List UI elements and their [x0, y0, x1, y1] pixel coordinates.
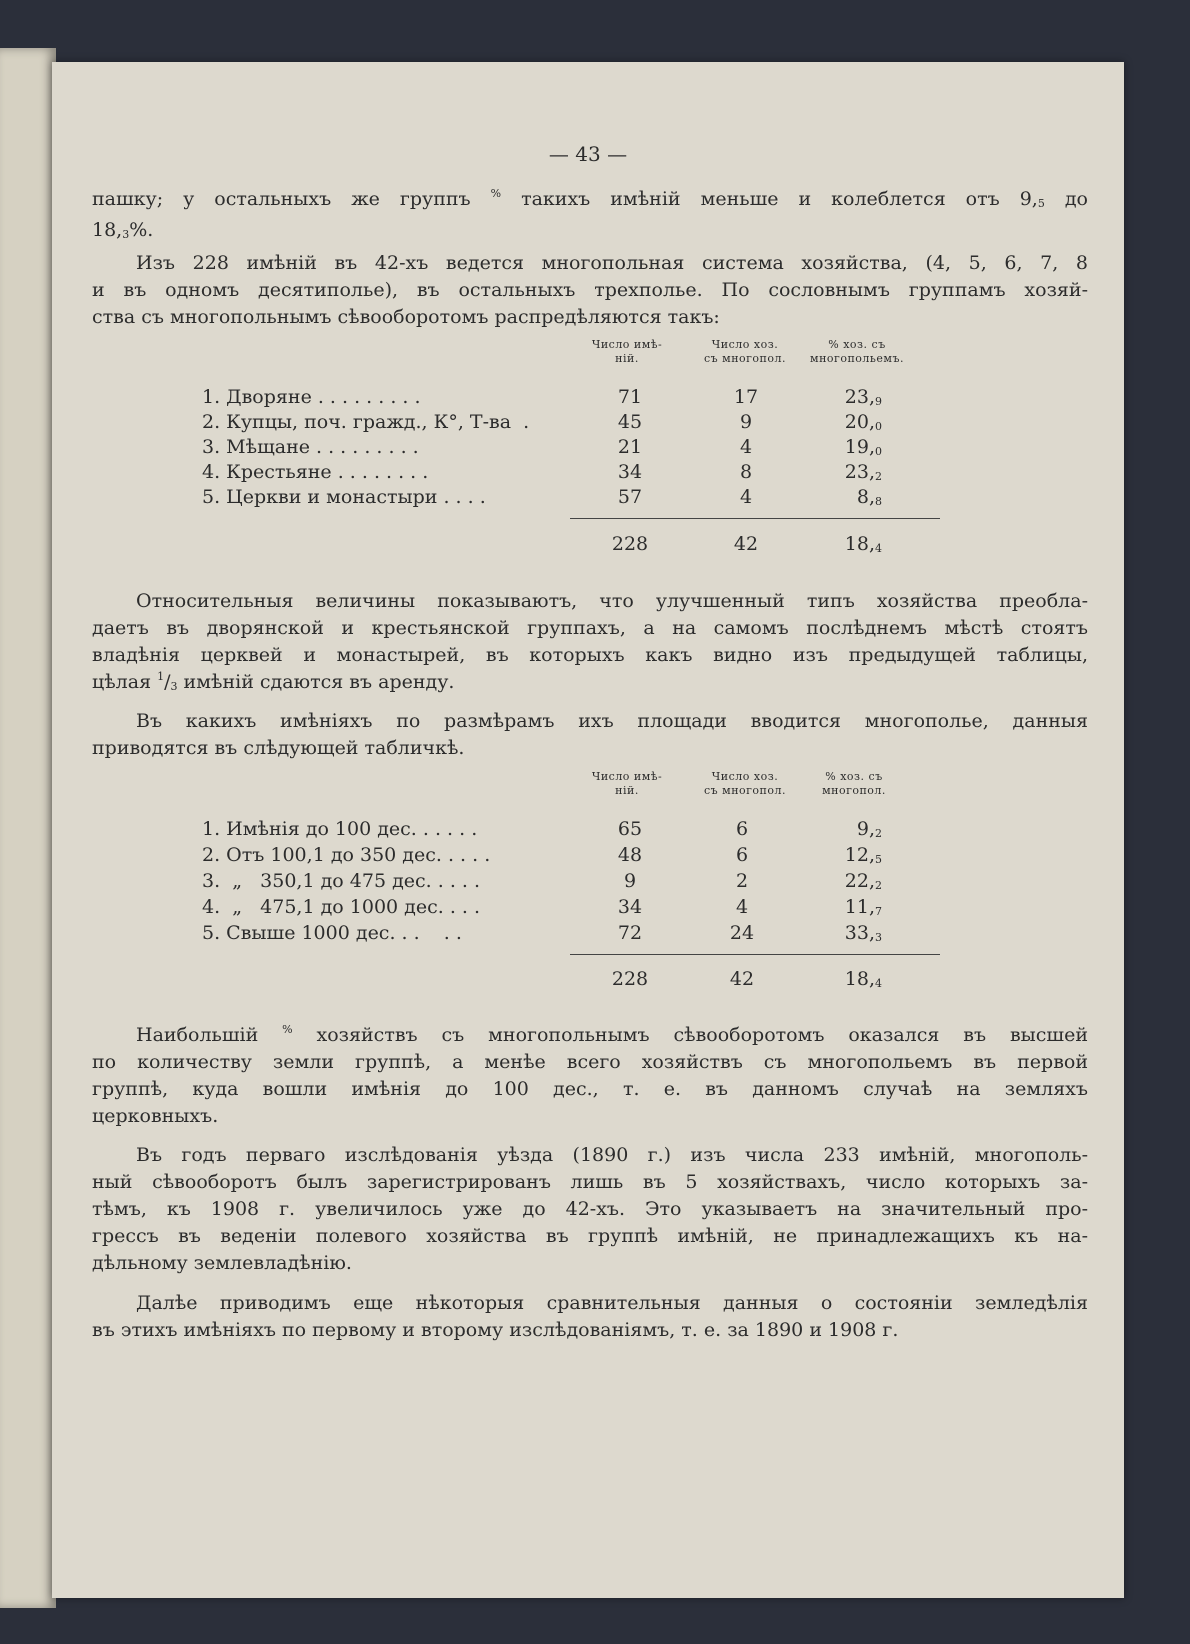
table-header: % хоз. съ многопол.	[822, 770, 886, 797]
table-header: Число имѣ- ній.	[591, 770, 663, 797]
paragraph-line: ный сѣвооборотъ былъ зарегистрированъ лишь въ 5 хозяйствахъ, число которыхъ за-	[92, 1171, 1088, 1193]
paragraph-line: Въ какихъ имѣніяхъ по размѣрамъ ихъ площади вводится многополье, данныя	[136, 710, 1088, 732]
paragraph-line: и въ одномъ десятиполье), въ остальныхъ трехполье. По сословнымъ группамъ хозяй-	[92, 279, 1088, 301]
paragraph-line: тѣмъ, къ 1908 г. увеличилось уже до 42-хъ. Это указываетъ на значительный про-	[92, 1198, 1088, 1220]
paragraph-7	[92, 1290, 1088, 1344]
paragraph-1	[92, 186, 1088, 248]
table-header: Число имѣ- ній.	[591, 338, 663, 365]
table-row: 3. Мѣщане . . . . . . . . . 21 4 $19,_0$	[202, 436, 882, 458]
paragraph-line: Относительныя величины показываютъ, что улучшенный типъ хозяйства преобла-	[136, 590, 1088, 612]
total-rule	[570, 954, 940, 955]
total-rule	[570, 518, 940, 519]
left-page-edge	[0, 48, 56, 1608]
table-total-row: 228 42 $18,_4$	[611, 968, 882, 990]
table-row: 5. Церкви и монастыри . . . . 57 4 $8,_8$	[202, 486, 882, 508]
paragraph-line: въ этихъ имѣніяхъ по первому и второму изслѣдованіямъ, т. е. за 1890 и 1908 г.	[92, 1319, 899, 1341]
paragraph-line: дѣльному землевладѣнію.	[92, 1252, 352, 1274]
table-total-row: 228 42 $18,_4$	[611, 533, 882, 555]
paragraph-4	[92, 708, 1088, 762]
table-header: Число хоз. съ многопол.	[704, 770, 786, 797]
page-number: — 43 —	[548, 142, 628, 166]
paragraph-line: цѣлая $^1/_3$ имѣній сдаются въ аренду.	[92, 670, 455, 693]
paragraph-line: даетъ въ дворянской и крестьянской группахъ, а на самомъ послѣднемъ мѣстѣ стоятъ	[92, 617, 1088, 639]
paragraph-line: ства съ многопольнымъ сѣвооборотомъ распредѣляются такъ:	[92, 306, 720, 328]
table-row: 1. Дворяне . . . . . . . . . 71 17 $23,_9$	[202, 386, 882, 408]
paragraph-5	[92, 1022, 1088, 1130]
paragraph-line: по количеству земли группѣ, а менѣе всего хозяйствъ съ многопольемъ въ первой	[92, 1051, 1088, 1073]
table-header: % хоз. съ многопольемъ.	[810, 338, 904, 365]
book-page	[52, 62, 1124, 1598]
table-row: 2. Купцы, поч. гражд., К°, Т-ва . 45 9 $20,_0$	[202, 411, 882, 433]
paragraph-line: $18,_3\%$.	[92, 219, 154, 241]
paragraph-line: Въ годъ перваго изслѣдованія уѣзда (1890 г.) изъ числа 233 имѣній, многополь-	[136, 1144, 1088, 1166]
paragraph-3	[92, 588, 1088, 700]
table-row: 3. „ 350,1 до 475 дес. . . . . 9 2 $22,_2$	[202, 870, 882, 892]
paragraph-line: приводятся въ слѣдующей табличкѣ.	[92, 737, 465, 759]
paragraph-2	[92, 250, 1088, 331]
paragraph-line: грессъ въ веденіи полевого хозяйства въ группѣ имѣній, не принадлежащихъ къ на-	[92, 1225, 1088, 1247]
table-row: 1. Имѣнія до 100 дес. . . . . . 65 6 $9,_2$	[202, 818, 882, 840]
paragraph-line: владѣнія церквей и монастырей, въ которыхъ какъ видно изъ предыдущей таблицы,	[92, 644, 1088, 666]
table-header: Число хоз. съ многопол.	[704, 338, 786, 365]
table-row: 2. Отъ 100,1 до 350 дес. . . . . 48 6 $12,_5$	[202, 844, 882, 866]
table-row: 5. Свыше 1000 дес. . . . . 72 24 $33,_3$	[202, 922, 882, 944]
table-row: 4. „ 475,1 до 1000 дес. . . . 34 4 $11,_7$	[202, 896, 882, 918]
paragraph-line: группѣ, куда вошли имѣнія до 100 дес., т. е. въ данномъ случаѣ на земляхъ	[92, 1078, 1088, 1100]
paragraph-6	[92, 1142, 1088, 1277]
table-row: 4. Крестьяне . . . . . . . . 34 8 $23,_2$	[202, 461, 882, 483]
paragraph-line: церковныхъ.	[92, 1105, 219, 1127]
paragraph-line: Наибольшій % хозяйствъ съ многопольнымъ сѣвооборотомъ оказался въ высшей	[136, 1023, 1088, 1046]
paragraph-line: Далѣе приводимъ еще нѣкоторыя сравнительныя данныя о состояніи земледѣлія	[136, 1292, 1088, 1314]
paragraph-line: Изъ 228 имѣній въ 42-хъ ведется многопольная система хозяйства, (4, 5, 6, 7, 8	[136, 252, 1088, 274]
paragraph-line: пашку; у остальныхъ же группъ % такихъ имѣній меньше и колеблется отъ $9,_5$ до	[92, 187, 1088, 210]
